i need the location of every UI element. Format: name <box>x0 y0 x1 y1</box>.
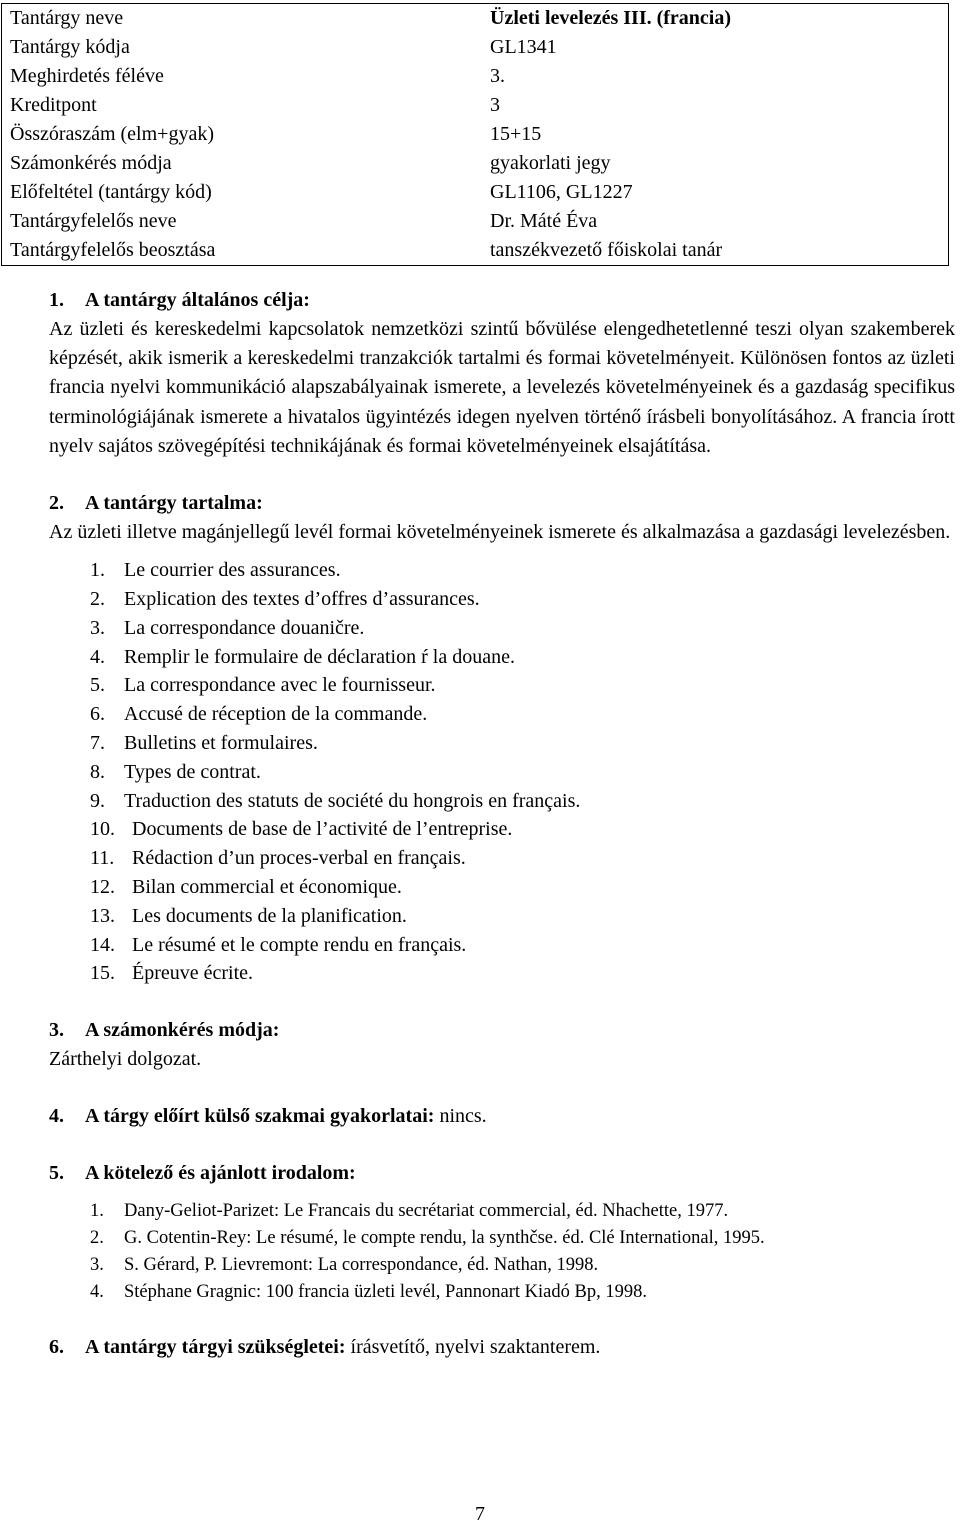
section-content <box>49 489 955 988</box>
info-row <box>2 236 949 266</box>
list-item <box>90 1198 955 1225</box>
section-heading <box>49 1016 955 1045</box>
list-text: Bilan commercial et économique. <box>132 875 402 898</box>
info-key: Tantárgy neve <box>10 7 124 29</box>
list-text: Types de contrat. <box>124 760 261 783</box>
list-number: 1. <box>90 1201 104 1222</box>
info-key: Számonkérés módja <box>10 152 172 174</box>
section-heading <box>49 489 955 518</box>
list-number: 3. <box>90 1255 104 1276</box>
section-number: 6. <box>49 1336 64 1359</box>
section-title: A tantárgy általános célja: <box>85 289 310 311</box>
section-text: Az üzleti illetve magánjellegű levél formai követelményeinek ismerete és alkalmazása a gazdasági levelezésben. <box>49 521 951 544</box>
info-value: 3 <box>490 94 500 116</box>
list-number: 8. <box>90 760 105 783</box>
info-row <box>2 207 949 236</box>
list-number: 5. <box>90 674 105 697</box>
section-requirements <box>49 1333 955 1362</box>
document-body <box>49 286 955 1362</box>
list-number: 3. <box>90 616 105 639</box>
list-number: 14. <box>90 933 115 956</box>
section-practice <box>49 1102 955 1131</box>
info-key: Tantárgyfelelős neve <box>10 210 177 232</box>
section-number: 2. <box>49 492 64 515</box>
list-number: 12. <box>90 875 115 898</box>
section-heading <box>49 286 955 315</box>
info-key: Kreditpont <box>10 94 97 116</box>
list-text: Traduction des statuts de société du hongrois en français. <box>124 789 581 812</box>
info-value: 3. <box>490 65 505 87</box>
list-text: S. Gérard, P. Lievremont: La correspondance, éd. Nathan, 1998. <box>124 1255 599 1276</box>
section-title: A tárgy előírt külső szakmai gyakorlatai: <box>85 1105 435 1128</box>
list-item <box>90 729 955 758</box>
info-key: Tantárgyfelelős beosztása <box>10 239 216 261</box>
topic-list <box>49 556 955 988</box>
section-title: A kötelező és ajánlott irodalom: <box>85 1162 356 1185</box>
list-text: Accusé de réception de la commande. <box>124 703 428 726</box>
list-number: 2. <box>90 588 105 611</box>
list-number: 2. <box>90 1228 104 1249</box>
list-text: Stéphane Gragnic: 100 francia üzleti levél, Pannonart Kiadó Bp, 1998. <box>124 1282 647 1303</box>
list-text: Le courrier des assurances. <box>124 559 341 582</box>
list-item <box>90 844 955 873</box>
page-number: 7 <box>475 1503 485 1525</box>
list-item <box>90 787 955 816</box>
list-item <box>90 1252 955 1279</box>
list-item <box>90 643 955 672</box>
list-text: Dany-Geliot-Parizet: Le Francais du secrétariat commercial, éd. Nhachette, 1977. <box>124 1201 729 1222</box>
list-number: 1. <box>90 559 105 582</box>
list-number: 6. <box>90 703 105 726</box>
section-title: A tantárgy tárgyi szükségletei: <box>85 1336 346 1359</box>
info-value: Dr. Máté Éva <box>490 210 598 232</box>
course-info-table <box>1 3 949 266</box>
list-text: Explication des textes d’offres d’assurances. <box>124 588 480 611</box>
list-text: Remplir le formulaire de déclaration ŕ la douane. <box>124 645 515 668</box>
list-text: Épreuve écrite. <box>132 962 254 985</box>
section-literature <box>49 1159 955 1306</box>
section-number: 4. <box>49 1105 64 1128</box>
list-text: Documents de base de l’activité de l’entreprise. <box>132 818 513 841</box>
literature-list <box>49 1198 955 1306</box>
section-general-goal <box>49 286 955 461</box>
section-assessment <box>49 1016 955 1074</box>
list-number: 15. <box>90 962 115 985</box>
info-row <box>2 4 949 34</box>
list-item <box>90 1279 955 1306</box>
info-row <box>2 178 949 207</box>
info-key: Összóraszám (elm+gyak) <box>10 123 214 145</box>
info-key: Előfeltétel (tantárgy kód) <box>10 181 212 203</box>
section-title: A számonkérés módja: <box>85 1019 280 1042</box>
info-row <box>2 91 949 120</box>
list-number: 11. <box>90 847 115 870</box>
list-item <box>90 815 955 844</box>
section-title: A tantárgy tartalma: <box>85 492 263 515</box>
info-row <box>2 62 949 91</box>
list-text: Rédaction d’un proces-verbal en français. <box>132 847 466 870</box>
section-text: Az üzleti és kereskedelmi kapcsolatok nemzetközi szintű bővülése elengedhetetlenné teszi olyan szakemberek képzését, akik ismerik a kereskedelmi tranzakciók tartalmi és formai követelményeit. Különösen fontos az üzleti francia nyelvi kommunikáció alapszabályainak ismerete, a levelezés követelményeinek és a gazdaság specifikus terminológiájának ismerete a hivatalos ügyintézés idegen nyelven történő írásbeli bonyolításához. A francia írott nyelv sajátos szövegépítési technikájának és formai követelményeinek elsajátítása. <box>49 318 955 457</box>
info-value: GL1106, GL1227 <box>490 181 633 203</box>
list-item <box>90 700 955 729</box>
section-number: 1. <box>49 289 64 311</box>
list-item <box>90 614 955 643</box>
list-number: 10. <box>90 818 115 841</box>
list-number: 13. <box>90 904 115 927</box>
list-number: 9. <box>90 789 105 812</box>
list-text: La correspondance avec le fournisseur. <box>124 674 436 697</box>
list-item <box>90 959 955 988</box>
section-number: 3. <box>49 1019 64 1042</box>
info-value: tanszékvezető főiskolai tanár <box>490 239 723 261</box>
list-item <box>90 671 955 700</box>
section-value: nincs. <box>434 1105 487 1128</box>
section-heading <box>49 1102 955 1131</box>
section-number: 5. <box>49 1162 64 1185</box>
list-item <box>90 585 955 614</box>
info-key: Meghirdetés féléve <box>10 65 164 87</box>
list-text: La correspondance douaničre. <box>124 616 365 639</box>
info-row <box>2 149 949 178</box>
info-value: Üzleti levelezés III. (francia) <box>490 7 732 29</box>
info-value: 15+15 <box>490 123 542 145</box>
list-number: 7. <box>90 732 105 754</box>
list-item <box>90 931 955 960</box>
list-text: Le résumé et le compte rendu en français. <box>132 933 467 956</box>
list-number: 4. <box>90 1282 104 1303</box>
info-value: gyakorlati jegy <box>490 152 611 174</box>
section-value: írásvetítő, nyelvi szaktanterem. <box>345 1336 601 1359</box>
list-item <box>90 758 955 787</box>
list-item <box>90 1225 955 1252</box>
list-item <box>90 873 955 902</box>
info-row <box>2 33 949 62</box>
info-key: Tantárgy kódja <box>10 36 130 58</box>
list-text: Bulletins et formulaires. <box>124 732 318 754</box>
list-item <box>90 556 955 585</box>
list-item <box>90 902 955 931</box>
list-text: Les documents de la planification. <box>132 904 407 927</box>
section-heading <box>49 1333 955 1362</box>
info-value: GL1341 <box>490 36 557 58</box>
section-text: Zárthelyi dolgozat. <box>49 1048 202 1071</box>
list-number: 4. <box>90 645 105 668</box>
info-row <box>2 120 949 149</box>
section-heading <box>49 1159 955 1188</box>
list-text: G. Cotentin-Rey: Le résumé, le compte rendu, la synthčse. éd. Clé International, 1995. <box>124 1228 765 1249</box>
